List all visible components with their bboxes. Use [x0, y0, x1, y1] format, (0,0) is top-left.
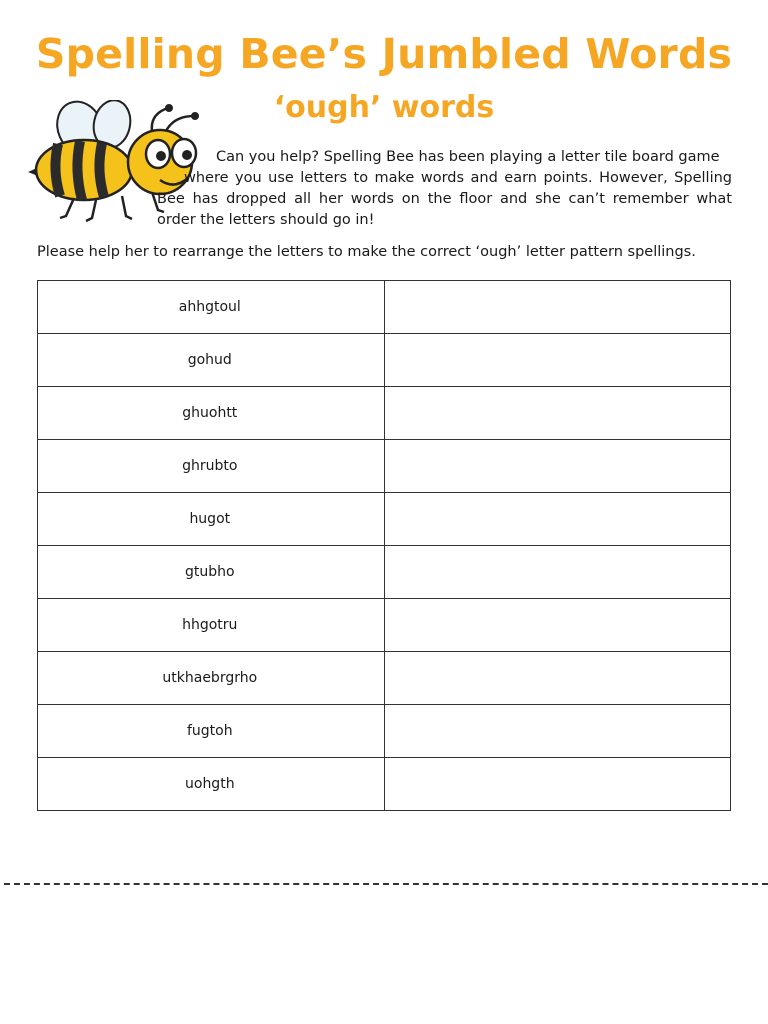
jumbled-words-table	[37, 280, 731, 811]
jumbled-word-cell	[38, 334, 385, 387]
intro-line: order the letters should go in!	[157, 212, 375, 228]
jumbled-word: ahhgtoul	[178, 299, 241, 315]
table-row	[38, 546, 731, 599]
intro-line: Bee has dropped all her words on the floor and she can’t remember what	[157, 191, 732, 207]
intro-paragraph	[150, 147, 732, 231]
answer-cell[interactable]	[384, 387, 730, 440]
answer-cell[interactable]	[384, 281, 730, 334]
jumbled-word: utkhaebrgrho	[162, 670, 258, 686]
jumbled-word-cell	[38, 758, 385, 811]
jumbled-word-cell	[38, 599, 385, 652]
intro-line: where you use letters to make words and earn points. However, Spelling	[184, 170, 732, 186]
jumbled-word: gtubho	[184, 564, 235, 580]
answer-cell[interactable]	[384, 599, 730, 652]
jumbled-word-cell	[38, 387, 385, 440]
jumbled-word-cell	[38, 705, 385, 758]
table-row	[38, 493, 731, 546]
jumbled-word-cell	[38, 652, 385, 705]
page-subtitle: ‘ough’ words	[273, 90, 495, 125]
instruction-text: Please help her to rearrange the letters to make the correct ‘ough’ letter pattern spellings.	[37, 244, 696, 260]
jumbled-word-cell	[38, 440, 385, 493]
jumbled-word: ghuohtt	[182, 405, 238, 421]
answer-cell[interactable]	[384, 758, 730, 811]
jumbled-word: uohgth	[185, 776, 235, 792]
answer-cell[interactable]	[384, 440, 730, 493]
jumbled-word: ghrubto	[182, 458, 238, 474]
jumbled-word: gohud	[187, 352, 232, 368]
answer-cell[interactable]	[384, 705, 730, 758]
answer-cell[interactable]	[384, 546, 730, 599]
jumbled-word: hugot	[189, 511, 231, 527]
table-row	[38, 334, 731, 387]
table-row	[38, 281, 731, 334]
jumbled-word-cell	[38, 493, 385, 546]
jumbled-word: hhgotru	[182, 617, 238, 633]
answer-cell[interactable]	[384, 652, 730, 705]
table-row	[38, 758, 731, 811]
jumbled-word: fugtoh	[186, 723, 233, 739]
answer-cell[interactable]	[384, 334, 730, 387]
intro-line: Can you help? Spelling Bee has been playing a letter tile board game	[216, 149, 720, 165]
cut-line-divider	[4, 883, 768, 885]
jumbled-word-cell	[38, 281, 385, 334]
table-row	[38, 440, 731, 493]
table-row	[38, 705, 731, 758]
table-row	[38, 652, 731, 705]
answer-cell[interactable]	[384, 493, 730, 546]
table-row	[38, 599, 731, 652]
table-row	[38, 387, 731, 440]
jumbled-word-cell	[38, 546, 385, 599]
page-title: Spelling Bee’s Jumbled Words	[35, 30, 733, 78]
